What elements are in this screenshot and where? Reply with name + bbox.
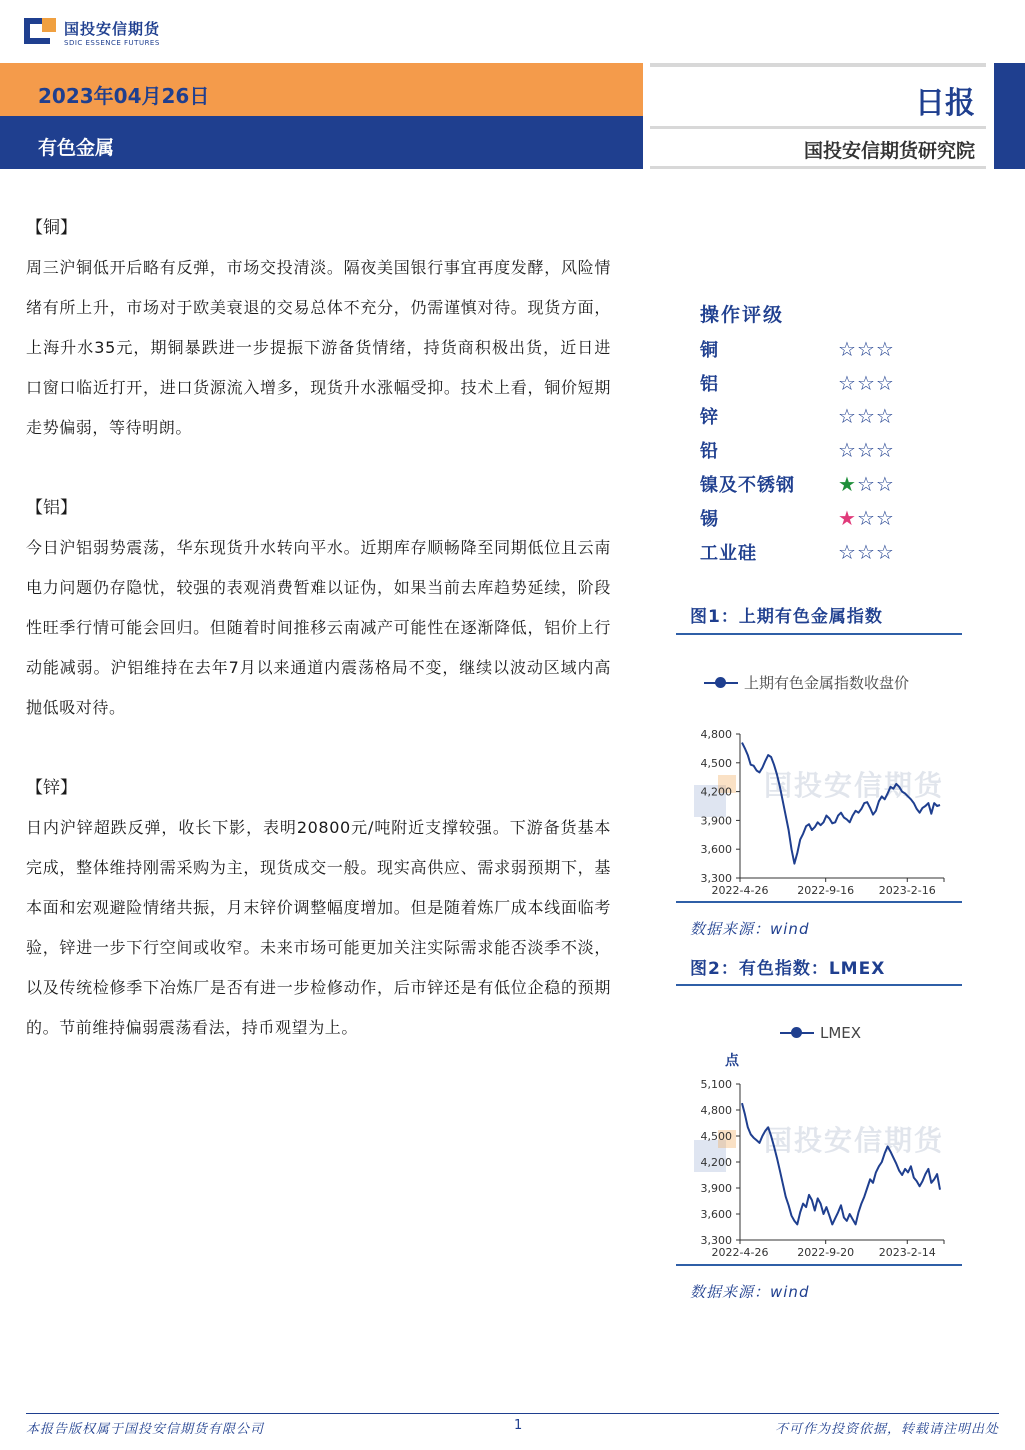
section-aluminum — [26, 488, 611, 728]
figure1-source: 数据来源：wind — [690, 920, 810, 938]
star-empty-icon: ☆ — [838, 404, 857, 429]
section-title: 【锌】 — [26, 778, 77, 798]
y-tick-label: 4,800 — [700, 728, 732, 741]
star-empty-icon: ☆ — [875, 336, 895, 361]
legend-marker-icon — [704, 682, 738, 684]
star-empty-icon: ☆ — [838, 438, 857, 463]
rating-row — [700, 501, 960, 535]
figure1-legend — [704, 672, 909, 693]
rating-name: 铜 — [700, 339, 719, 361]
logo-name-cn: 国投安信期货 — [64, 19, 161, 38]
figure2-source: 数据来源：wind — [690, 1283, 810, 1301]
logo-name-en: SDIC ESSENCE FUTURES — [64, 38, 160, 47]
watermark: 国投安信期货 — [764, 769, 945, 802]
figure2-chart — [676, 1070, 962, 1262]
section-copper — [26, 208, 611, 448]
rating-row — [700, 400, 960, 434]
section-body: 周三沪铜低开后略有反弹，市场交投清淡。隔夜美国银行事宜再度发酵，风险情绪有所上升，市场对于欧美衰退的交易总体不充分，仍需谨慎对待。现货方面，上海升水35元，期铜暴跌进一步提振下游备货情绪，持货商积极出货，近日进口窗口临近打开，进口货源流入增多，现货升水涨幅受抑。技术上看，铜价短期走势偏弱，等待明朗。 — [26, 258, 611, 437]
legend-label: 上期有色金属指数收盘价 — [744, 674, 910, 692]
x-tick-label: 2023-2-16 — [878, 884, 936, 897]
legend-marker-icon — [780, 1032, 814, 1034]
y-tick-label: 3,300 — [700, 872, 732, 885]
y-tick-label: 4,800 — [700, 1104, 732, 1117]
figure2-title: 图2：有色指数：LMEX — [690, 959, 886, 979]
section-title: 【铝】 — [26, 498, 77, 518]
star-empty-icon: ☆ — [838, 370, 857, 395]
figure-rule — [676, 984, 962, 986]
series-line — [742, 743, 940, 864]
rating-stars — [838, 540, 895, 564]
star-empty-icon: ☆ — [838, 336, 857, 361]
page-number: 1 — [514, 1418, 524, 1433]
rating-stars — [838, 472, 895, 496]
star-empty-icon: ☆ — [856, 505, 876, 530]
y-tick-label: 3,600 — [700, 843, 732, 857]
y-tick-label: 3,900 — [700, 1182, 732, 1195]
rating-row — [700, 332, 960, 366]
figure-rule — [676, 1264, 962, 1266]
y-tick-label: 4,500 — [700, 1130, 732, 1143]
section-zinc — [26, 768, 611, 1048]
figure2-ylabel: 点 — [725, 1053, 739, 1069]
y-tick-label: 4,200 — [700, 785, 732, 799]
y-tick-label: 5,100 — [700, 1078, 732, 1091]
rating-row — [700, 366, 960, 400]
x-tick-label: 2023-2-14 — [878, 1246, 936, 1259]
report-category: 有色金属 — [38, 137, 115, 159]
rating-title: 操作评级 — [700, 304, 785, 326]
footer-disclaimer: 不可作为投资依据，转载请注明出处 — [774, 1422, 999, 1437]
header-divider — [650, 63, 986, 67]
series-line — [742, 1103, 940, 1224]
star-empty-icon: ☆ — [875, 370, 895, 395]
figure1-chart — [676, 720, 962, 900]
rating-stars — [838, 337, 895, 361]
rating-stars — [838, 438, 895, 462]
star-empty-icon: ☆ — [856, 539, 876, 564]
rating-name: 锌 — [700, 407, 719, 429]
x-tick-label: 2022-9-20 — [797, 1246, 855, 1259]
star-empty-icon: ☆ — [856, 472, 876, 497]
watermark: 国投安信期货 — [764, 1124, 945, 1157]
star-filled-icon: ★ — [838, 505, 857, 530]
figure2-legend — [780, 1024, 861, 1042]
star-empty-icon: ☆ — [875, 505, 895, 530]
figure1-title: 图1：上期有色金属指数 — [690, 607, 883, 627]
y-tick-label: 3,600 — [700, 1208, 732, 1221]
institute-name: 国投安信期货研究院 — [803, 140, 975, 162]
legend-label: LMEX — [820, 1024, 862, 1042]
section-title: 【铜】 — [26, 218, 77, 238]
footer-copyright: 本报告版权属于国投安信期货有限公司 — [26, 1422, 265, 1437]
y-tick-label: 3,900 — [700, 814, 732, 828]
rating-row — [700, 535, 960, 569]
star-empty-icon: ☆ — [875, 438, 895, 463]
rating-stars — [838, 506, 895, 530]
rating-panel — [700, 298, 960, 569]
star-empty-icon: ☆ — [838, 539, 857, 564]
x-tick-label: 2022-4-26 — [711, 884, 769, 897]
footer-rule — [26, 1413, 999, 1414]
x-tick-label: 2022-4-26 — [711, 1246, 769, 1259]
company-logo — [24, 18, 160, 50]
star-empty-icon: ☆ — [875, 539, 895, 564]
logo-mark-icon — [24, 18, 56, 50]
y-tick-label: 3,300 — [700, 1234, 732, 1247]
figure-rule — [676, 901, 962, 903]
header-accent-block — [994, 63, 1025, 169]
star-filled-icon: ★ — [838, 472, 857, 497]
main-content — [26, 208, 611, 1088]
section-body: 今日沪铝弱势震荡，华东现货升水转向平水。近期库存顺畅降至同期低位且云南电力问题仍存隐忧，较强的表观消费暂难以证伪，如果当前去库趋势延续，阶段性旺季行情可能会回归。但随着时间推移云南减产可能性在逐渐降低，铝价上行动能减弱。沪铝维持在去年7月以来通道内震荡格局不变，继续以波动区域内高抛低吸对待。 — [26, 538, 611, 717]
rating-name: 镍及不锈钢 — [700, 475, 795, 497]
rating-row — [700, 433, 960, 467]
header-divider — [650, 126, 986, 129]
star-empty-icon: ☆ — [856, 404, 876, 429]
report-type: 日报 — [915, 86, 975, 121]
report-date: 2023年04月26日 — [38, 84, 210, 108]
y-tick-label: 4,500 — [700, 756, 732, 770]
section-body: 日内沪锌超跌反弹，收长下影，表明20800元/吨附近支撑较强。下游备货基本完成，整体维持刚需采购为主，现货成交一般。现实高供应、需求弱预期下，基本面和宏观避险情绪共振，月末锌价调整幅度增加。但是随着炼厂成本线面临考验，锌进一步下行空间或收窄。未来市场可能更加关注实际需求能否淡季不淡，以及传统检修季下冶炼厂是否有进一步检修动作，后市锌还是有低位企稳的预期的。节前维持偏弱震荡看法，持币观望为上。 — [26, 818, 611, 1037]
rating-name: 铅 — [700, 441, 719, 463]
rating-row — [700, 467, 960, 501]
rating-stars — [838, 371, 895, 395]
rating-name: 工业硅 — [700, 542, 757, 564]
rating-stars — [838, 404, 895, 428]
header-divider — [650, 166, 986, 169]
star-empty-icon: ☆ — [856, 336, 876, 361]
y-tick-label: 4,200 — [700, 1156, 732, 1169]
star-empty-icon: ☆ — [856, 438, 876, 463]
star-empty-icon: ☆ — [856, 370, 876, 395]
figure-rule — [676, 633, 962, 635]
rating-name: 锡 — [700, 508, 719, 530]
star-empty-icon: ☆ — [875, 472, 895, 497]
rating-name: 铝 — [700, 373, 719, 395]
star-empty-icon: ☆ — [875, 404, 895, 429]
x-tick-label: 2022-9-16 — [797, 884, 855, 897]
